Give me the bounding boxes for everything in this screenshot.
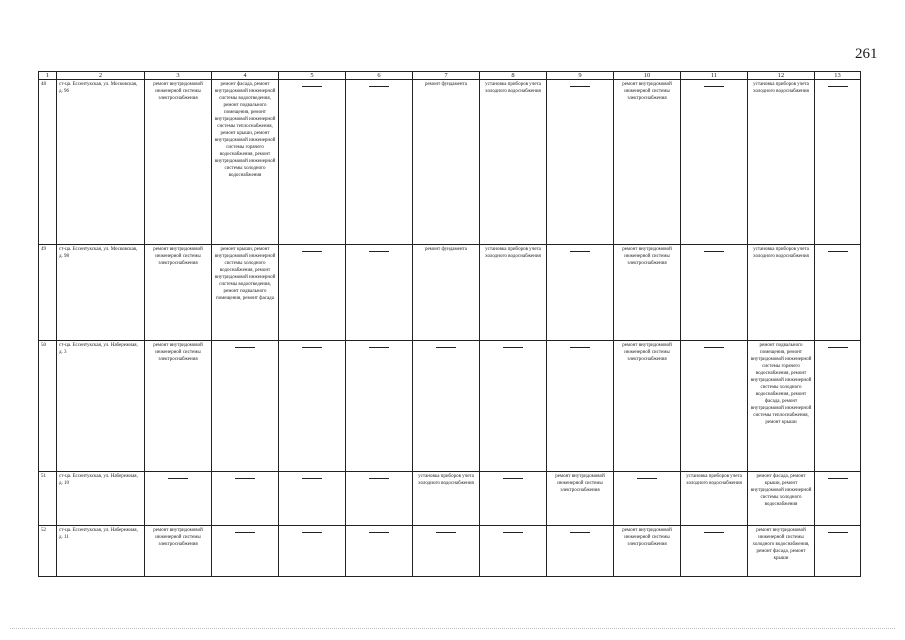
work-cell (480, 526, 547, 577)
work-cell: ремонт внутридомовой инженерной системы электроснабжения (547, 472, 614, 526)
empty-dash-mark (302, 251, 322, 252)
work-cell (815, 526, 861, 577)
work-cell (815, 472, 861, 526)
empty-dash-mark (570, 251, 590, 252)
table-row (39, 526, 861, 577)
empty-dash-mark (436, 347, 456, 348)
header-cell: 4 (212, 72, 279, 80)
empty-dash-mark (570, 347, 590, 348)
work-cell (681, 526, 748, 577)
header-cell: 6 (346, 72, 413, 80)
work-cell (815, 245, 861, 341)
scan-edge-noise (10, 628, 895, 633)
header-cell: 5 (279, 72, 346, 80)
work-cell (212, 472, 279, 526)
empty-dash-mark (637, 478, 657, 479)
work-cell: ремонт подвального помещения, ремонт внутридомовой инженерной системы горячего водоснабжения, ремонт внутридомовой инженерной системы холодного водоснабжения, ремонт фасада, ремонт внутридомовой инженерной системы теплоснабжения, ремонт крыши (748, 341, 815, 472)
page-number: 261 (855, 46, 878, 62)
work-cell (346, 526, 413, 577)
work-cell (279, 526, 346, 577)
empty-dash-mark (302, 347, 322, 348)
work-cell (145, 472, 212, 526)
work-cell: установка приборов учета холодного водоснабжения (480, 80, 547, 245)
header-cell: 1 (39, 72, 57, 80)
work-cell: установка приборов учета холодного водоснабжения (748, 80, 815, 245)
address-cell: ст-ца. Ессентукская, ул. Набережная, д. 3 (57, 341, 145, 472)
work-cell (279, 472, 346, 526)
work-cell (279, 341, 346, 472)
work-cell: ремонт фасада, ремонт внутридомовой инженерной системы водоотведения, ремонт подвального помещения, ремонт внутридомовой инженерной системы теплоснабжения, ремонт крыши, ремонт внутридомовой инженерной системы горячего водоснабжения, ремонт внутридомовой инженерной системы холодного водоснабжения (212, 80, 279, 245)
work-cell (346, 245, 413, 341)
header-cell: 3 (145, 72, 212, 80)
header-cell: 12 (748, 72, 815, 80)
work-cell: ремонт внутридомовой инженерной системы электроснабжения (614, 245, 681, 341)
empty-dash-mark (369, 86, 389, 87)
work-cell (547, 80, 614, 245)
empty-dash-mark (369, 251, 389, 252)
work-cell: ремонт внутридомовой инженерной системы электроснабжения (145, 526, 212, 577)
work-cell: ремонт фасада, ремонт крыши, ремонт внутридомовой инженерной системы холодного водоснабжения (748, 472, 815, 526)
empty-dash-mark (235, 347, 255, 348)
work-cell (413, 526, 480, 577)
empty-dash-mark (828, 478, 848, 479)
table-row (39, 80, 861, 245)
work-cell: ремонт фундамента (413, 80, 480, 245)
empty-dash-mark (503, 532, 523, 533)
empty-dash-mark (369, 478, 389, 479)
header-cell: 9 (547, 72, 614, 80)
empty-dash-mark (503, 347, 523, 348)
empty-dash-mark (503, 478, 523, 479)
row-number: 50 (39, 341, 57, 472)
work-cell (547, 245, 614, 341)
table-row (39, 472, 861, 526)
work-cell (681, 80, 748, 245)
empty-dash-mark (828, 86, 848, 87)
work-cell (279, 245, 346, 341)
empty-dash-mark (828, 347, 848, 348)
row-number: 51 (39, 472, 57, 526)
work-cell: ремонт внутридомовой инженерной системы электроснабжения (614, 341, 681, 472)
work-cell (681, 341, 748, 472)
empty-dash-mark (369, 347, 389, 348)
empty-dash-mark (302, 532, 322, 533)
work-cell (212, 526, 279, 577)
empty-dash-mark (436, 532, 456, 533)
work-cell (614, 472, 681, 526)
row-number: 48 (39, 80, 57, 245)
work-cell: ремонт внутридомовой инженерной системы электроснабжения (614, 80, 681, 245)
header-cell: 7 (413, 72, 480, 80)
header-cell: 13 (815, 72, 861, 80)
header-cell: 2 (57, 72, 145, 80)
work-cell: ремонт внутридомовой инженерной системы электроснабжения (145, 245, 212, 341)
empty-dash-mark (235, 532, 255, 533)
header-cell: 8 (480, 72, 547, 80)
work-cell (547, 526, 614, 577)
empty-dash-mark (235, 478, 255, 479)
empty-dash-mark (369, 532, 389, 533)
work-cell (547, 341, 614, 472)
work-cell (212, 341, 279, 472)
work-cell: установка приборов учета холодного водоснабжения (681, 472, 748, 526)
address-cell: ст-ца. Ессентукская, ул. Набережная, д. 11 (57, 526, 145, 577)
work-cell: установка приборов учета холодного водоснабжения (413, 472, 480, 526)
row-number: 49 (39, 245, 57, 341)
work-cell (480, 472, 547, 526)
work-cell: установка приборов учета холодного водоснабжения (480, 245, 547, 341)
empty-dash-mark (302, 86, 322, 87)
empty-dash-mark (704, 251, 724, 252)
row-number: 52 (39, 526, 57, 577)
work-cell (346, 80, 413, 245)
work-cell: ремонт крыши, ремонт внутридомовой инженерной системы холодного водоснабжения, ремонт внутридомовой инженерной системы водоотведения, ремонт подвального помещения, ремонт фасада (212, 245, 279, 341)
empty-dash-mark (828, 251, 848, 252)
table-row (39, 245, 861, 341)
empty-dash-mark (302, 478, 322, 479)
address-cell: ст-ца. Ессентукская, ул. Набережная, д. 10 (57, 472, 145, 526)
work-cell (346, 472, 413, 526)
work-cell: ремонт внутридомовой инженерной системы электроснабжения (145, 80, 212, 245)
work-cell (815, 341, 861, 472)
table-row (39, 341, 861, 472)
header-cell: 10 (614, 72, 681, 80)
work-cell: ремонт внутридомовой инженерной системы электроснабжения (614, 526, 681, 577)
address-cell: ст-ца. Ессентукская, ул. Московская, д. 96 (57, 80, 145, 245)
empty-dash-mark (570, 532, 590, 533)
work-cell (346, 341, 413, 472)
work-cell: ремонт внутридомовой инженерной системы электроснабжения (145, 341, 212, 472)
work-cell (279, 80, 346, 245)
empty-dash-mark (168, 478, 188, 479)
header-cell: 11 (681, 72, 748, 80)
work-cell: ремонт внутридомовой инженерной системы холодного водоснабжения, ремонт фасада, ремонт крыши (748, 526, 815, 577)
work-cell (815, 80, 861, 245)
work-cell (480, 341, 547, 472)
empty-dash-mark (704, 347, 724, 348)
work-cell (681, 245, 748, 341)
repair-schedule-table (38, 71, 861, 577)
empty-dash-mark (828, 532, 848, 533)
header-row (39, 72, 861, 80)
work-cell: ремонт фундамента (413, 245, 480, 341)
empty-dash-mark (704, 86, 724, 87)
empty-dash-mark (570, 86, 590, 87)
work-cell (413, 341, 480, 472)
address-cell: ст-ца. Ессентукская, ул. Московская, д. 98 (57, 245, 145, 341)
empty-dash-mark (704, 532, 724, 533)
work-cell: установка приборов учета холодного водоснабжения (748, 245, 815, 341)
